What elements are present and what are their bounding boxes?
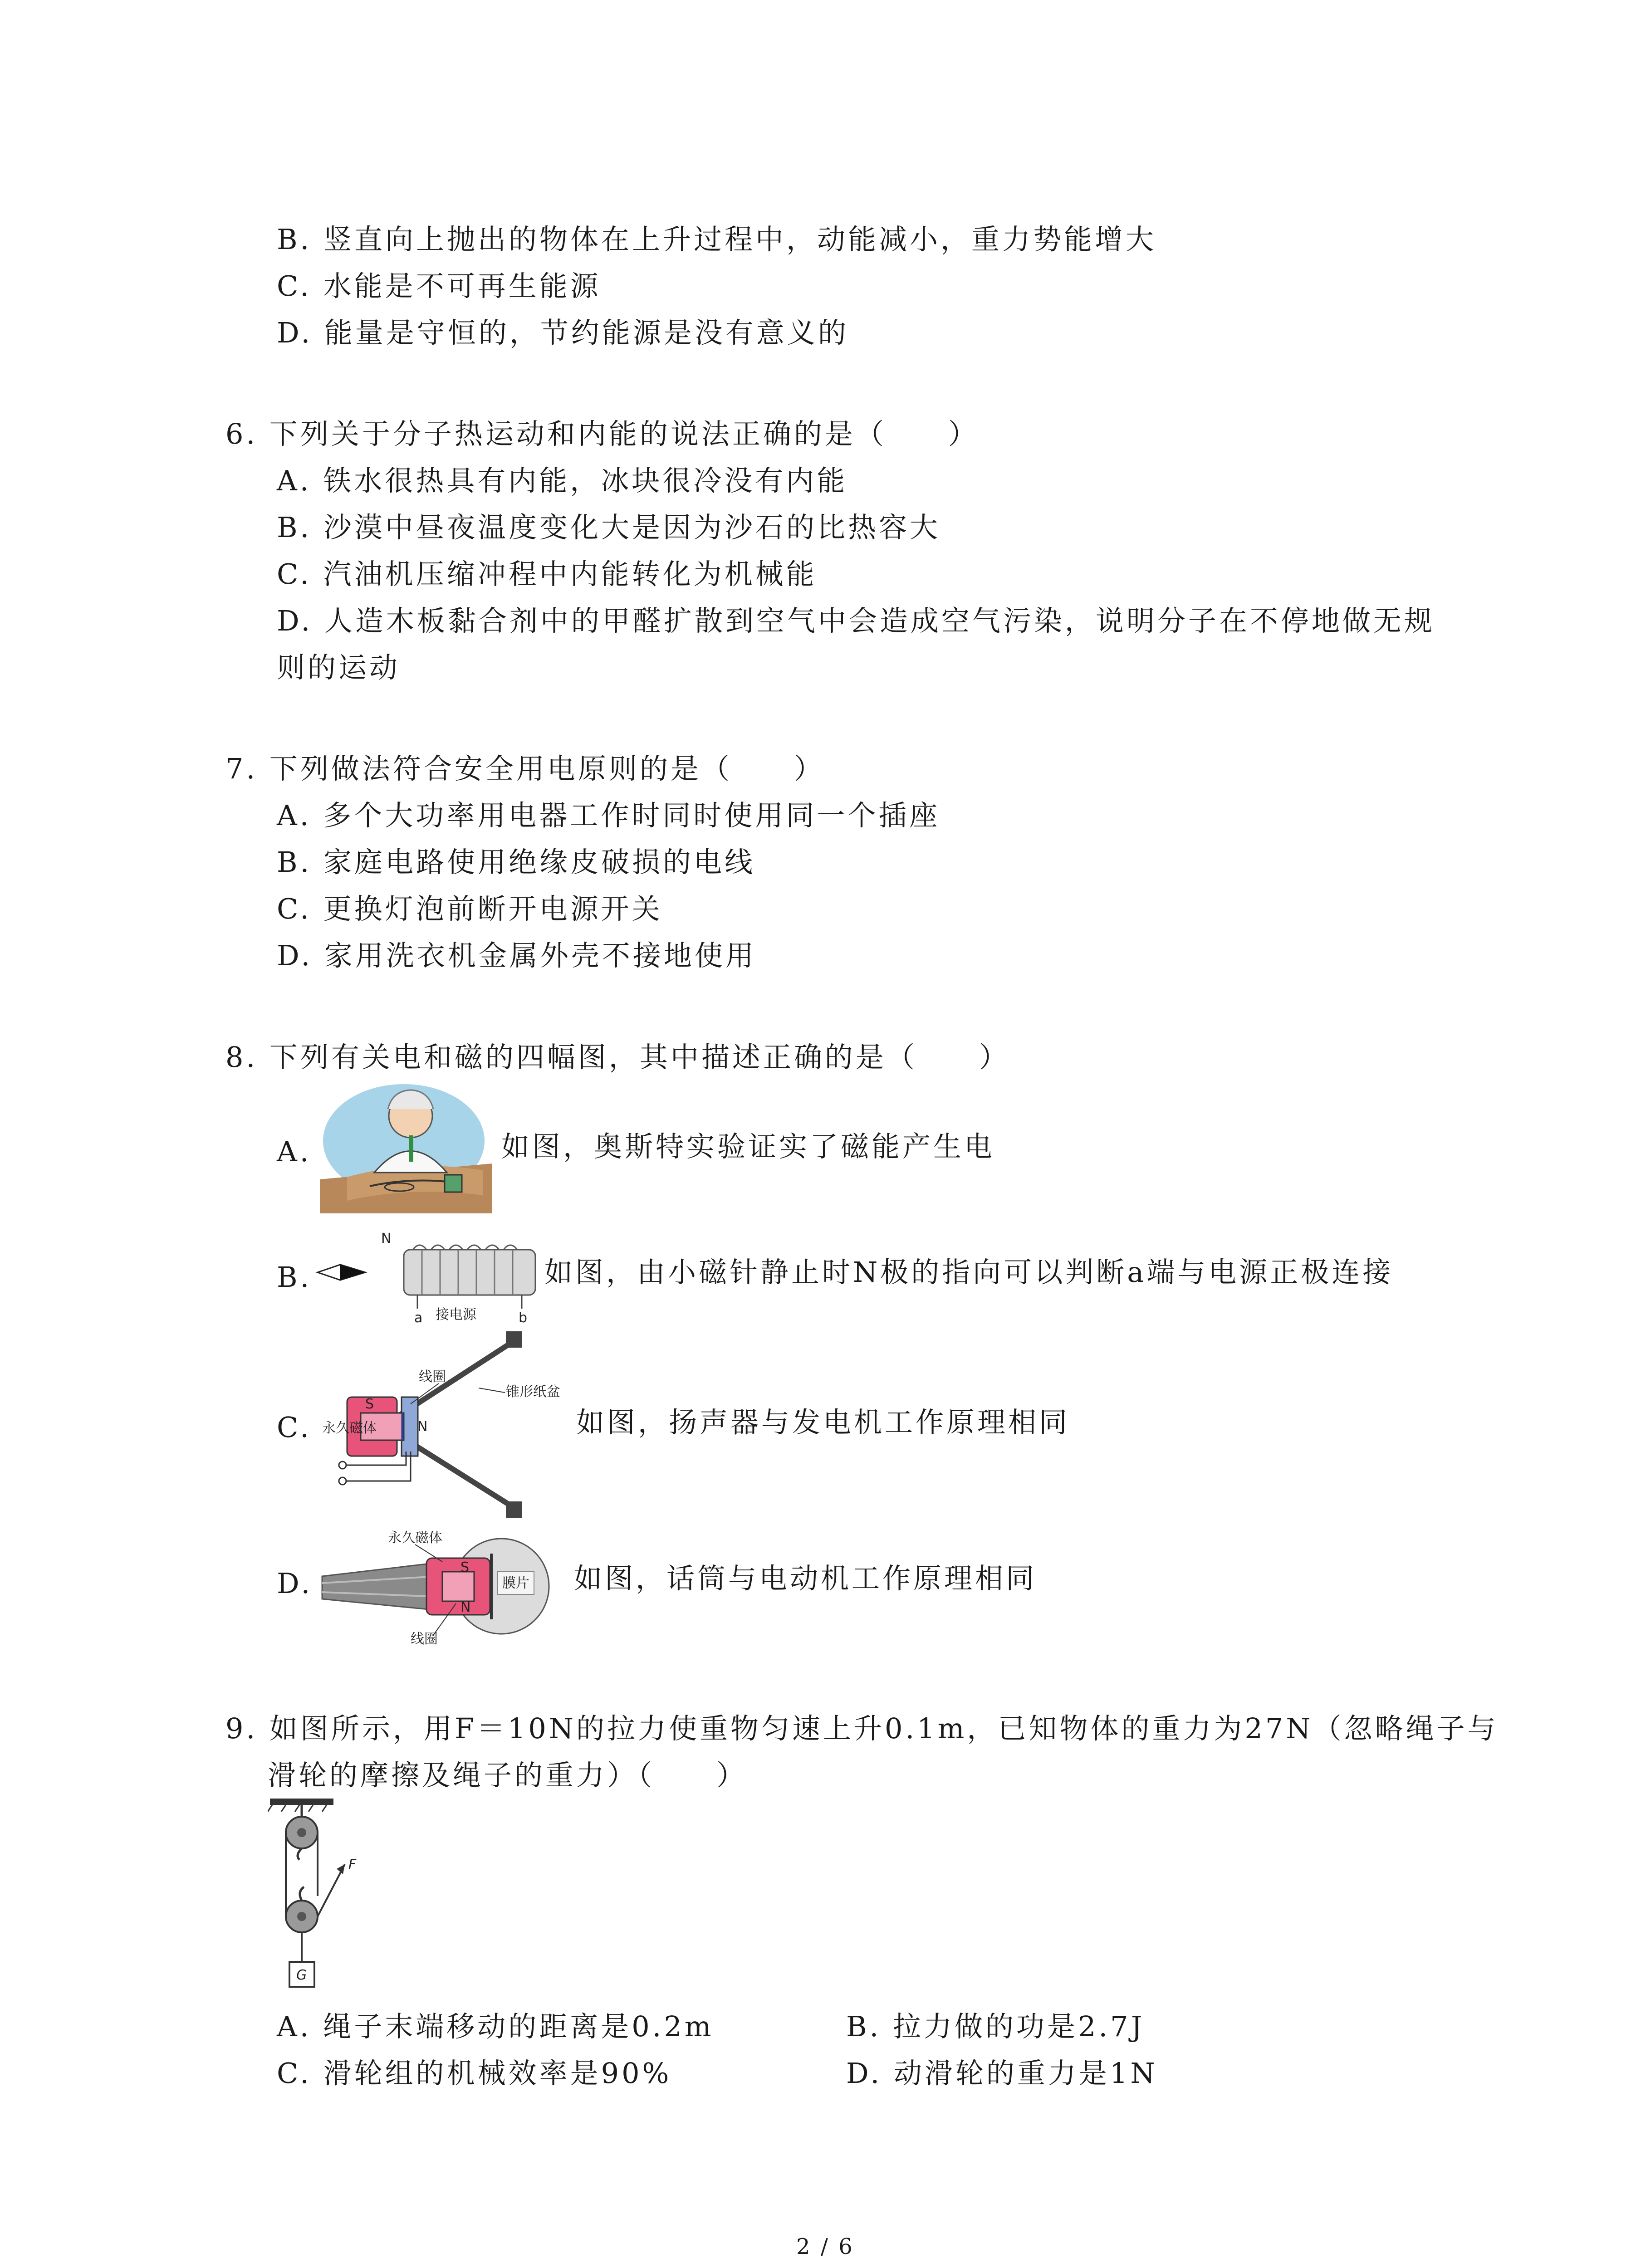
q7-option-a: A. 多个大功率用电器工作时同时使用同一个插座 xyxy=(277,799,941,832)
q8-option-a-letter: A. xyxy=(277,1135,312,1168)
q8-stem: 8. 下列有关电和磁的四幅图，其中描述正确的是（ ） xyxy=(225,1041,1010,1074)
q6-option-c: C. 汽油机压缩冲程中内能转化为机械能 xyxy=(277,557,817,591)
permanent-magnet-label: 永久磁体 xyxy=(322,1420,377,1436)
q9-option-d: D. 动滑轮的重力是1N xyxy=(846,2057,1158,2090)
oersted-experiment-figure xyxy=(320,1082,492,1213)
q8-option-d-letter: D. xyxy=(277,1567,313,1600)
q8-option-b-letter: B. xyxy=(277,1261,312,1294)
q7-stem: 7. 下列做法符合安全用电原则的是（ ） xyxy=(225,752,825,785)
q9-option-b: B. 拉力做的功是2.7J xyxy=(846,2010,1145,2043)
q5-option-b: B. 竖直向上抛出的物体在上升过程中，动能减小，重力势能增大 xyxy=(277,223,1156,256)
microphone-figure xyxy=(320,1526,578,1649)
q9-option-c: C. 滑轮组的机械效率是90% xyxy=(277,2057,672,2090)
q6-option-d: D. 人造木板黏合剂中的甲醛扩散到空气中会造成空气污染，说明分子在不停地做无规 xyxy=(277,604,1435,637)
magnet-south-label: S xyxy=(460,1559,470,1575)
terminal-b-label: b xyxy=(519,1310,528,1326)
q6-stem: 6. 下列关于分子热运动和内能的说法正确的是（ ） xyxy=(225,417,979,450)
q8-option-c-text: 如图，扬声器与发电机工作原理相同 xyxy=(576,1406,1070,1439)
q6-option-a: A. 铁水很热具有内能，冰块很冷没有内能 xyxy=(277,464,848,497)
compass-north-label: N xyxy=(381,1231,392,1246)
q6-option-b: B. 沙漠中昼夜温度变化大是因为沙石的比热容大 xyxy=(277,511,941,544)
q6-option-d-continued: 则的运动 xyxy=(277,651,401,684)
pulley-system-figure xyxy=(268,1796,386,1996)
q9-option-a: A. 绳子末端移动的距离是0.2m xyxy=(277,2010,714,2043)
magnet-north-label: N xyxy=(460,1599,471,1615)
q8-option-a-text: 如图，奥斯特实验证实了磁能产生电 xyxy=(501,1130,995,1163)
paper-cone-label: 锥形纸盆 xyxy=(506,1384,560,1400)
coil-label: 线圈 xyxy=(419,1369,446,1385)
q8-option-b-text: 如图，由小磁针静止时N极的指向可以判断a端与电源正极连接 xyxy=(544,1256,1394,1289)
q5-option-d: D. 能量是守恒的，节约能源是没有意义的 xyxy=(277,316,849,349)
q8-option-c-letter: C. xyxy=(277,1411,312,1444)
loudspeaker-figure xyxy=(320,1329,565,1520)
svg-text:S: S xyxy=(365,1396,374,1412)
page-number: 2 / 6 xyxy=(796,2234,854,2259)
q9-stem-continued: 滑轮的摩擦及绳子的重力）（ ） xyxy=(268,1759,748,1792)
q5-option-c: C. 水能是不可再生能源 xyxy=(277,269,601,303)
q7-option-c: C. 更换灯泡前断开电源开关 xyxy=(277,892,663,925)
coil-label-mic: 线圈 xyxy=(411,1631,438,1647)
power-source-label: 接电源 xyxy=(436,1307,476,1323)
q8-option-d-text: 如图，话筒与电动机工作原理相同 xyxy=(574,1562,1037,1595)
svg-text:N: N xyxy=(417,1419,428,1435)
terminal-a-label: a xyxy=(414,1310,423,1326)
q9-stem: 9. 如图所示，用F＝10N的拉力使重物匀速上升0.1m，已知物体的重力为27N（忽略绳子与 xyxy=(225,1712,1499,1745)
diaphragm-label: 膜片 xyxy=(502,1575,529,1591)
q7-option-b: B. 家庭电路使用绝缘皮破损的电线 xyxy=(277,846,755,879)
solenoid-compass-figure xyxy=(315,1225,547,1329)
permanent-magnet-label-mic: 永久磁体 xyxy=(388,1530,442,1546)
weight-g-label: G xyxy=(296,1967,307,1983)
force-f-label: F xyxy=(348,1857,357,1872)
q7-option-d: D. 家用洗衣机金属外壳不接地使用 xyxy=(277,939,756,972)
